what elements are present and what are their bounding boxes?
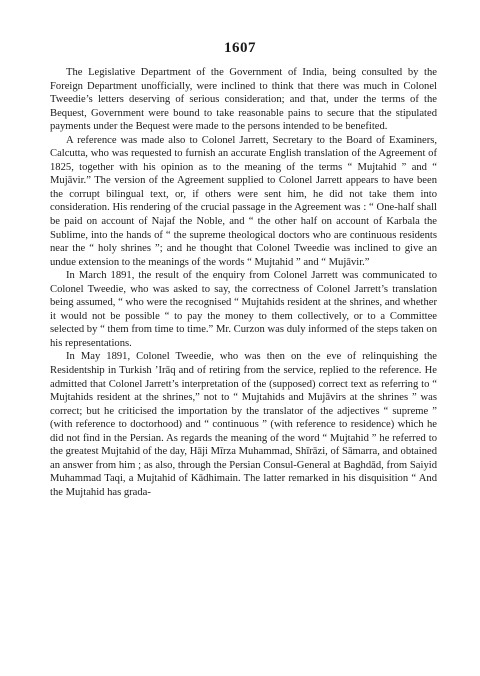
paragraph-may-1891: In May 1891, Colonel Tweedie, who was then on the eve of relinquishing the Residentship in Turkish ’Irāq and of retiring from the service, replied to the reference. He admitted that Colonel Jarrett’s interpretation of the (supposed) correct text as referring to “ Mujtahids resident at the shrines,” not to “ Mujtahids and Mujāvirs at the shrines ” was correct; but he criticised the importation by the translator of the adjectives “ supreme ” (with reference to doctorhood) and “ continuous ” (with reference to residence) which he did not find in the Persian. As regards the meaning of the word “ Mujtahid ” he referred to the greatest Mujtahid of the day, Hāji Mīrza Muhammad, Shīrāzi, of Sāmarra, and obtained an answer from him ; as also, through the Persian Consul-General at Baghdād, from Saiyid Muhammad Taqi, a Mujtahid of Kādhimain. The latter remarked in his disquisition “ And the Mujtahid has grada- — [50, 351, 437, 498]
body-text — [50, 66, 437, 500]
paragraph-march-1891: In March 1891, the result of the enquiry from Colonel Jarrett was communicated to Colonel Tweedie, who was asked to say, the correctness of Colonel Jarrett’s translation being assumed, “ who were the recognised “ Mujtahids resident at the shrines, and whether it would not be possible “ to pay the money to them collectively, or to a Committee selected by “ them from time to time.” Mr. Curzon was duly informed of the steps taken on his representations. — [50, 270, 437, 349]
page-number: 1607 — [224, 40, 256, 56]
paragraph-jarrett-reference: A reference was made also to Colonel Jarrett, Secretary to the Board of Examiners, Calcutta, who was requested to furnish an accurate English translation of the Agreement of 1825, together with his opinion as to the meaning of the terms “ Mujtahid ” and “ Mujāvir.” The version of the Agreement supplied to Colonel Jarrett appears to have been the corrupt bilingual text, or, if others were sent him, he did not take them into consideration. His rendering of the crucial passage in the Agreement was : “ One-half shall be paid on account of Najaf the Noble, and “ the other half on account of Karbala the Sublime, into the hands of “ the supreme theological doctors who are continuous residents near the “ holy shrines ”; and he thought that Colonel Tweedie was inclined to give an undue extension to the meanings of the words “ Mujtahid ” and “ Mujāvir.” — [50, 134, 437, 268]
paragraph-legislative-department: The Legislative Department of the Government of India, being consulted by the Foreign Department unofficially, were inclined to think that there was much in Colonel Tweedie’s letters deserving of serious consideration; and that, under the terms of the Bequest, Government were bound to take reasonable pains to secure that the stipulated payments under the Bequest were made to the persons intended to be benefited. — [50, 67, 437, 133]
